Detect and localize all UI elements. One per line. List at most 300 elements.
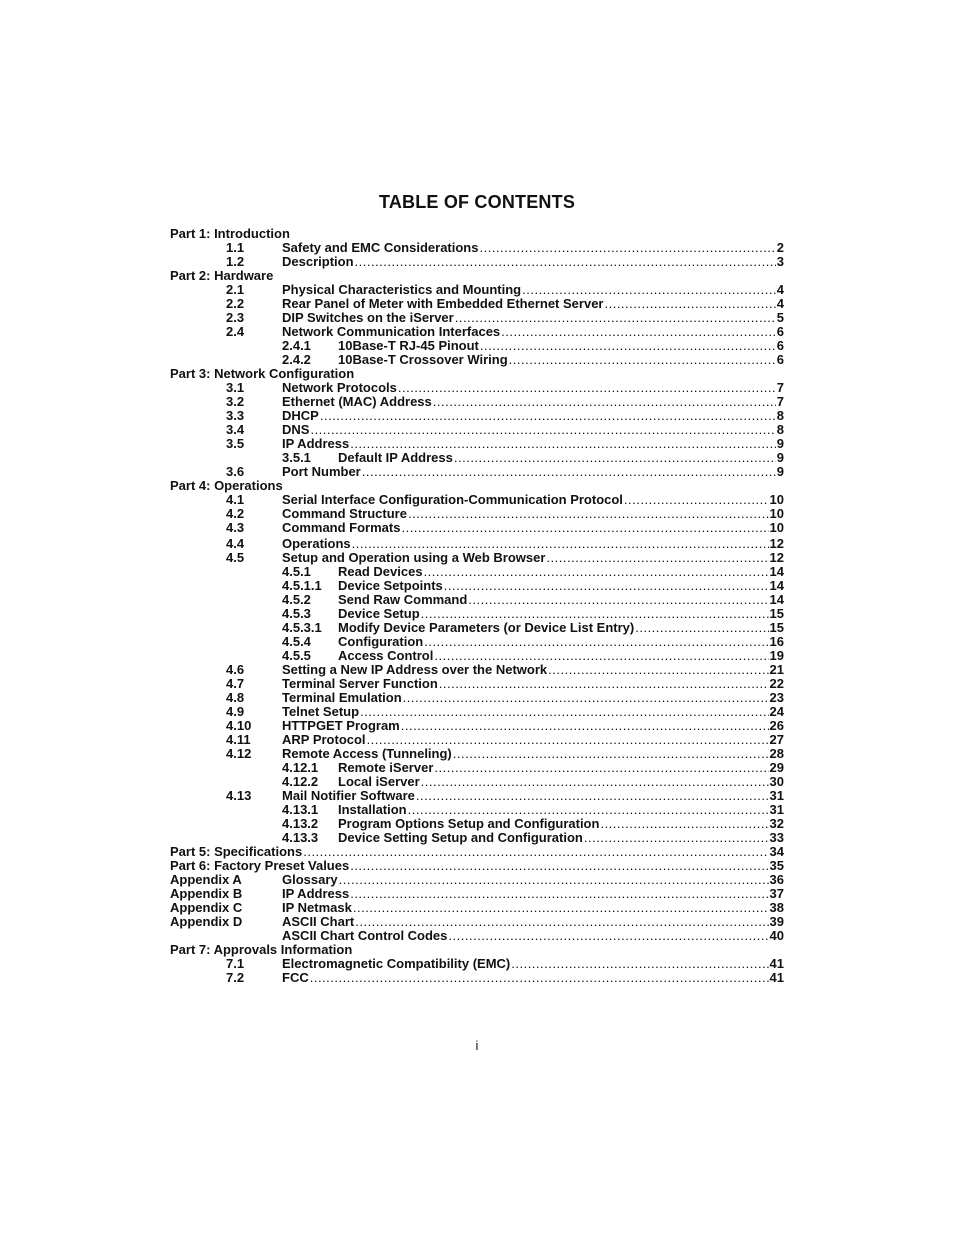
- toc-section-number: 4.5.3: [282, 606, 311, 621]
- toc-entry: [282, 381, 784, 395]
- toc-entry: [338, 775, 784, 789]
- toc-row: [170, 789, 784, 803]
- toc-dot-leader: [600, 817, 768, 831]
- toc-row: [170, 565, 784, 579]
- toc-entry: [282, 551, 784, 565]
- toc-section-number: 1.2: [226, 254, 245, 269]
- toc-entry-title: DHCP: [282, 408, 319, 423]
- toc-page-number: 5: [776, 310, 784, 325]
- toc-entry-title: HTTPGET Program: [282, 718, 400, 733]
- toc-dot-leader: [455, 311, 776, 325]
- table-of-contents: [170, 227, 784, 985]
- toc-dot-leader: [448, 929, 768, 943]
- toc-entry: [282, 677, 784, 691]
- toc-entry-title: Command Structure: [282, 506, 407, 521]
- toc-row: [170, 719, 784, 733]
- toc-entry: [282, 493, 784, 507]
- toc-section-number: 3.3: [226, 408, 245, 423]
- toc-dot-leader: [355, 915, 768, 929]
- toc-dot-leader: [401, 719, 769, 733]
- toc-part-title: Part 4: Operations: [170, 478, 283, 493]
- toc-entry: [282, 395, 784, 409]
- toc-section-number: 4.11: [226, 732, 251, 747]
- toc-entry-title: Remote Access (Tunneling): [282, 746, 452, 761]
- toc-row: [170, 705, 784, 719]
- toc-page-number: 7: [776, 394, 784, 409]
- toc-page-number: 10: [769, 492, 784, 507]
- toc-page-number: 39: [769, 914, 784, 929]
- toc-row: [170, 635, 784, 649]
- toc-page-number: 9: [776, 450, 784, 465]
- toc-dot-leader: [439, 677, 769, 691]
- toc-row: [170, 521, 784, 535]
- toc-dot-leader: [584, 831, 769, 845]
- toc-dot-leader: [511, 957, 768, 971]
- toc-page-number: 26: [769, 718, 784, 733]
- toc-page-number: 8: [776, 408, 784, 423]
- toc-page-number: 6: [776, 324, 784, 339]
- toc-page-number: 22: [769, 676, 784, 691]
- toc-section-number: 4.4: [226, 536, 245, 551]
- toc-page-number: 15: [769, 606, 784, 621]
- toc-entry-title: ASCII Chart: [282, 914, 355, 929]
- toc-page-number: 34: [769, 844, 784, 859]
- toc-section-number: 3.2: [226, 394, 245, 409]
- toc-dot-leader: [398, 381, 776, 395]
- toc-section-number: 3.4: [226, 422, 245, 437]
- toc-entry: [338, 565, 784, 579]
- toc-page-number: 40: [769, 928, 784, 943]
- toc-entry-title: Telnet Setup: [282, 704, 360, 719]
- toc-page-number: 31: [769, 802, 784, 817]
- toc-page-number: 28: [769, 746, 784, 761]
- toc-page-number: 24: [769, 704, 784, 719]
- toc-section-number: Appendix B: [170, 886, 243, 901]
- toc-entry-title: Network Communication Interfaces: [282, 324, 501, 339]
- toc-dot-leader: [548, 663, 768, 677]
- toc-entry-title: Safety and EMC Considerations: [282, 240, 479, 255]
- toc-section-number: 2.1: [226, 282, 245, 297]
- toc-row: [170, 775, 784, 789]
- toc-section-number: 7.1: [226, 956, 245, 971]
- toc-row: [170, 831, 784, 845]
- toc-page-number: 10: [769, 506, 784, 521]
- toc-section-number: 1.1: [226, 240, 245, 255]
- toc-row: [170, 663, 784, 677]
- toc-page-number: 35: [769, 858, 784, 873]
- toc-page-number: 10: [769, 520, 784, 535]
- toc-page-number: 6: [776, 352, 784, 367]
- toc-section-number: 7.2: [226, 970, 245, 985]
- toc-dot-leader: [303, 845, 768, 859]
- toc-entry: [282, 901, 784, 915]
- toc-dot-leader: [310, 971, 769, 985]
- toc-entry-title: Command Formats: [282, 520, 401, 535]
- toc-dot-leader: [416, 789, 769, 803]
- toc-row: [170, 845, 784, 859]
- toc-section-number: 3.5: [226, 436, 245, 451]
- toc-part-title: Part 3: Network Configuration: [170, 366, 355, 381]
- toc-row: [170, 537, 784, 551]
- toc-page-number: 16: [769, 634, 784, 649]
- toc-row: [170, 311, 784, 325]
- toc-entry-title: Rear Panel of Meter with Embedded Ethernet Server: [282, 296, 604, 311]
- toc-entry: [282, 465, 784, 479]
- toc-entry: [282, 915, 784, 929]
- toc-dot-leader: [480, 339, 776, 353]
- toc-entry-title: Device Setting Setup and Configuration: [338, 830, 583, 845]
- toc-entry-title: Description: [282, 254, 354, 269]
- toc-entry: [282, 297, 784, 311]
- toc-entry: [282, 929, 784, 943]
- toc-entry-title: Program Options Setup and Configuration: [338, 816, 600, 831]
- toc-entry: [282, 691, 784, 705]
- toc-page-number: 41: [769, 956, 784, 971]
- toc-entry-title: Local iServer: [338, 774, 420, 789]
- toc-page-number: 7: [776, 380, 784, 395]
- toc-dot-leader: [350, 859, 768, 873]
- toc-entry-title: Device Setup: [338, 606, 420, 621]
- toc-entry: [282, 663, 784, 677]
- toc-dot-leader: [350, 437, 776, 451]
- toc-entry-title: Configuration: [338, 634, 424, 649]
- toc-row: [170, 887, 784, 901]
- toc-entry-title: 10Base-T RJ-45 Pinout: [338, 338, 479, 353]
- toc-section-number: 4.10: [226, 718, 252, 733]
- toc-entry-title: IP Address: [282, 436, 350, 451]
- toc-entry-title: Ethernet (MAC) Address: [282, 394, 432, 409]
- toc-entry-title: ARP Protocol: [282, 732, 366, 747]
- toc-entry: [282, 409, 784, 423]
- toc-entry: [282, 255, 784, 269]
- toc-page-number: 30: [769, 774, 784, 789]
- toc-row: [170, 761, 784, 775]
- toc-entry-title: Modify Device Parameters (or Device List Entry): [338, 620, 635, 635]
- toc-dot-leader: [444, 579, 769, 593]
- toc-row: [170, 255, 784, 269]
- toc-dot-leader: [635, 621, 768, 635]
- toc-page-number: 41: [769, 970, 784, 985]
- toc-page-number: 31: [769, 788, 784, 803]
- toc-page-number: 2: [776, 240, 784, 255]
- toc-entry: [170, 859, 784, 873]
- toc-section-number: 4.6: [226, 662, 245, 677]
- toc-section-number: 3.5.1: [282, 450, 311, 465]
- toc-entry: [338, 451, 784, 465]
- toc-dot-leader: [424, 565, 769, 579]
- toc-dot-leader: [421, 775, 769, 789]
- toc-entry: [338, 579, 784, 593]
- toc-page-number: 3: [776, 254, 784, 269]
- toc-dot-leader: [434, 649, 768, 663]
- toc-section-number: 3.6: [226, 464, 245, 479]
- toc-section-number: 4.1: [226, 492, 245, 507]
- toc-dot-leader: [362, 465, 776, 479]
- toc-dot-leader: [401, 521, 768, 535]
- toc-entry-title: Access Control: [338, 648, 434, 663]
- toc-entry: [338, 339, 784, 353]
- toc-entry: [338, 831, 784, 845]
- toc-section-number: 4.3: [226, 520, 245, 535]
- toc-section-number: 2.3: [226, 310, 245, 325]
- toc-section-number: Appendix C: [170, 900, 243, 915]
- toc-row: [170, 283, 784, 297]
- toc-dot-leader: [434, 761, 768, 775]
- toc-entry-title: Operations: [282, 536, 351, 551]
- toc-row: [170, 957, 784, 971]
- toc-section-number: 4.13: [226, 788, 252, 803]
- toc-entry-title: Installation: [338, 802, 407, 817]
- toc-dot-leader: [454, 451, 776, 465]
- toc-page-number: 21: [769, 662, 784, 677]
- toc-row: [170, 367, 784, 381]
- toc-entry-title: IP Netmask: [282, 900, 352, 915]
- toc-dot-leader: [433, 395, 776, 409]
- toc-row: [170, 551, 784, 565]
- toc-entry: [338, 621, 784, 635]
- toc-entry-title: DNS: [282, 422, 310, 437]
- toc-row: [170, 269, 784, 283]
- toc-row: [170, 339, 784, 353]
- toc-section-number: 2.4.1: [282, 338, 311, 353]
- toc-dot-leader: [353, 901, 769, 915]
- toc-dot-leader: [453, 747, 769, 761]
- toc-row: [170, 325, 784, 339]
- toc-section-number: 4.5.4: [282, 634, 311, 649]
- toc-section-number: Appendix A: [170, 872, 242, 887]
- toc-entry-title: Device Setpoints: [338, 578, 443, 593]
- toc-section-number: 4.7: [226, 676, 245, 691]
- toc-page-number: 15: [769, 620, 784, 635]
- toc-row: [170, 451, 784, 465]
- toc-part-title: Part 7: Approvals Information: [170, 942, 353, 957]
- toc-entry: [282, 521, 784, 535]
- toc-section-number: 4.8: [226, 690, 245, 705]
- toc-page-number: 9: [776, 436, 784, 451]
- toc-page-number: 36: [769, 872, 784, 887]
- toc-entry: [282, 789, 784, 803]
- toc-entry: [282, 283, 784, 297]
- toc-row: [170, 423, 784, 437]
- toc-entry-title: Setting a New IP Address over the Network: [282, 662, 548, 677]
- toc-entry: [282, 733, 784, 747]
- toc-row: [170, 971, 784, 985]
- toc-row: [170, 621, 784, 635]
- toc-entry: [282, 325, 784, 339]
- toc-page-number: 37: [769, 886, 784, 901]
- toc-row: [170, 733, 784, 747]
- toc-row: [170, 873, 784, 887]
- toc-section-number: Appendix D: [170, 914, 243, 929]
- toc-row: [170, 437, 784, 451]
- toc-page-number: 12: [769, 550, 784, 565]
- toc-entry: [338, 803, 784, 817]
- toc-dot-leader: [501, 325, 776, 339]
- toc-row: [170, 493, 784, 507]
- toc-page-number: 6: [776, 338, 784, 353]
- toc-entry: [338, 353, 784, 367]
- toc-entry-title: ASCII Chart Control Codes: [282, 928, 448, 943]
- toc-row: [170, 353, 784, 367]
- toc-page-number: 33: [769, 830, 784, 845]
- toc-row: [170, 297, 784, 311]
- toc-page-number: 14: [769, 578, 784, 593]
- toc-entry: [282, 311, 784, 325]
- toc-entry: [282, 423, 784, 437]
- toc-section-number: 4.5.3.1: [282, 620, 322, 635]
- toc-dot-leader: [339, 873, 769, 887]
- toc-page-number: 19: [769, 648, 784, 663]
- toc-row: [170, 677, 784, 691]
- toc-row: [170, 817, 784, 831]
- toc-dot-leader: [509, 353, 776, 367]
- toc-page-number: 9: [776, 464, 784, 479]
- toc-entry: [282, 747, 784, 761]
- toc-entry-title: Electromagnetic Compatibility (EMC): [282, 956, 511, 971]
- toc-dot-leader: [546, 551, 768, 565]
- toc-page-number: 29: [769, 760, 784, 775]
- toc-entry: [170, 845, 784, 859]
- toc-page-number: 4: [776, 296, 784, 311]
- toc-entry-title: Setup and Operation using a Web Browser: [282, 550, 546, 565]
- page-number: i: [475, 1038, 479, 1053]
- toc-dot-leader: [320, 409, 776, 423]
- toc-row: [170, 507, 784, 521]
- toc-dot-leader: [408, 507, 769, 521]
- toc-part-title: Part 2: Hardware: [170, 268, 274, 283]
- toc-section-number: 4.5.1.1: [282, 578, 322, 593]
- toc-section-number: 4.12.1: [282, 760, 319, 775]
- toc-entry: [282, 873, 784, 887]
- toc-section-number: 4.13.1: [282, 802, 319, 817]
- toc-entry-title: Part 5: Specifications: [170, 844, 303, 859]
- toc-row: [170, 649, 784, 663]
- toc-section-number: 2.2: [226, 296, 245, 311]
- toc-page-number: 8: [776, 422, 784, 437]
- toc-section-number: 4.5.5: [282, 648, 311, 663]
- toc-entry: [282, 971, 784, 985]
- toc-section-number: 4.13.3: [282, 830, 319, 845]
- toc-dot-leader: [424, 635, 768, 649]
- toc-entry: [338, 649, 784, 663]
- toc-row: [170, 227, 784, 241]
- toc-entry: [282, 437, 784, 451]
- toc-section-number: 4.12: [226, 746, 252, 761]
- toc-row: [170, 607, 784, 621]
- toc-entry-title: Terminal Emulation: [282, 690, 402, 705]
- toc-entry-title: Remote iServer: [338, 760, 434, 775]
- toc-page-number: 4: [776, 282, 784, 297]
- toc-dot-leader: [360, 705, 768, 719]
- toc-part-title: Part 1: Introduction: [170, 226, 290, 241]
- toc-entry-title: Mail Notifier Software: [282, 788, 415, 803]
- toc-entry-title: Send Raw Command: [338, 592, 468, 607]
- toc-entry: [282, 705, 784, 719]
- toc-entry: [338, 635, 784, 649]
- toc-section-number: 4.12.2: [282, 774, 319, 789]
- toc-page-number: 27: [769, 732, 784, 747]
- toc-dot-leader: [468, 593, 768, 607]
- toc-entry: [282, 887, 784, 901]
- toc-section-number: 4.5.1: [282, 564, 311, 579]
- toc-entry: [338, 593, 784, 607]
- toc-entry-title: Terminal Server Function: [282, 676, 438, 691]
- toc-row: [170, 409, 784, 423]
- toc-row: [170, 579, 784, 593]
- toc-entry: [282, 507, 784, 521]
- toc-entry: [338, 761, 784, 775]
- toc-entry: [282, 537, 784, 551]
- toc-dot-leader: [522, 283, 776, 297]
- toc-section-number: 4.5: [226, 550, 245, 565]
- toc-page-number: 12: [769, 536, 784, 551]
- toc-row: [170, 803, 784, 817]
- toc-entry: [338, 607, 784, 621]
- toc-entry-title: 10Base-T Crossover Wiring: [338, 352, 508, 367]
- toc-page-number: 23: [769, 690, 784, 705]
- toc-dot-leader: [310, 423, 775, 437]
- toc-row: [170, 381, 784, 395]
- toc-section-number: 2.4: [226, 324, 245, 339]
- toc-row: [170, 929, 784, 943]
- toc-entry-title: Serial Interface Configuration-Communication Protocol: [282, 492, 623, 507]
- toc-entry: [282, 241, 784, 255]
- toc-entry-title: Default IP Address: [338, 450, 453, 465]
- toc-entry: [338, 817, 784, 831]
- toc-section-number: 2.4.2: [282, 352, 311, 367]
- toc-row: [170, 915, 784, 929]
- toc-section-number: 4.2: [226, 506, 245, 521]
- toc-dot-leader: [604, 297, 775, 311]
- toc-page-number: 38: [769, 900, 784, 915]
- toc-page-number: 14: [769, 564, 784, 579]
- toc-entry-title: Physical Characteristics and Mounting: [282, 282, 522, 297]
- toc-entry-title: Network Protocols: [282, 380, 397, 395]
- toc-dot-leader: [624, 493, 769, 507]
- toc-page-number: 32: [769, 816, 784, 831]
- toc-entry-title: DIP Switches on the iServer: [282, 310, 454, 325]
- toc-row: [170, 691, 784, 705]
- toc-entry-title: Port Number: [282, 464, 361, 479]
- toc-row: [170, 593, 784, 607]
- toc-section-number: 4.13.2: [282, 816, 319, 831]
- toc-dot-leader: [352, 537, 769, 551]
- toc-row: [170, 479, 784, 493]
- toc-dot-leader: [408, 803, 769, 817]
- toc-dot-leader: [350, 887, 768, 901]
- toc-dot-leader: [421, 607, 769, 621]
- toc-dot-leader: [367, 733, 769, 747]
- toc-section-number: 3.1: [226, 380, 245, 395]
- toc-entry-title: Glossary: [282, 872, 338, 887]
- toc-dot-leader: [403, 691, 769, 705]
- toc-row: [170, 747, 784, 761]
- toc-section-number: 4.9: [226, 704, 245, 719]
- toc-entry: [282, 719, 784, 733]
- toc-section-number: 4.5.2: [282, 592, 311, 607]
- toc-entry-title: FCC: [282, 970, 309, 985]
- toc-entry: [282, 957, 784, 971]
- toc-row: [170, 395, 784, 409]
- toc-dot-leader: [355, 255, 776, 269]
- toc-entry-title: Read Devices: [338, 564, 423, 579]
- toc-page-number: 14: [769, 592, 784, 607]
- toc-row: [170, 465, 784, 479]
- page-title: TABLE OF CONTENTS: [378, 192, 576, 212]
- toc-row: [170, 859, 784, 873]
- toc-row: [170, 901, 784, 915]
- toc-entry-title: Part 6: Factory Preset Values: [170, 858, 350, 873]
